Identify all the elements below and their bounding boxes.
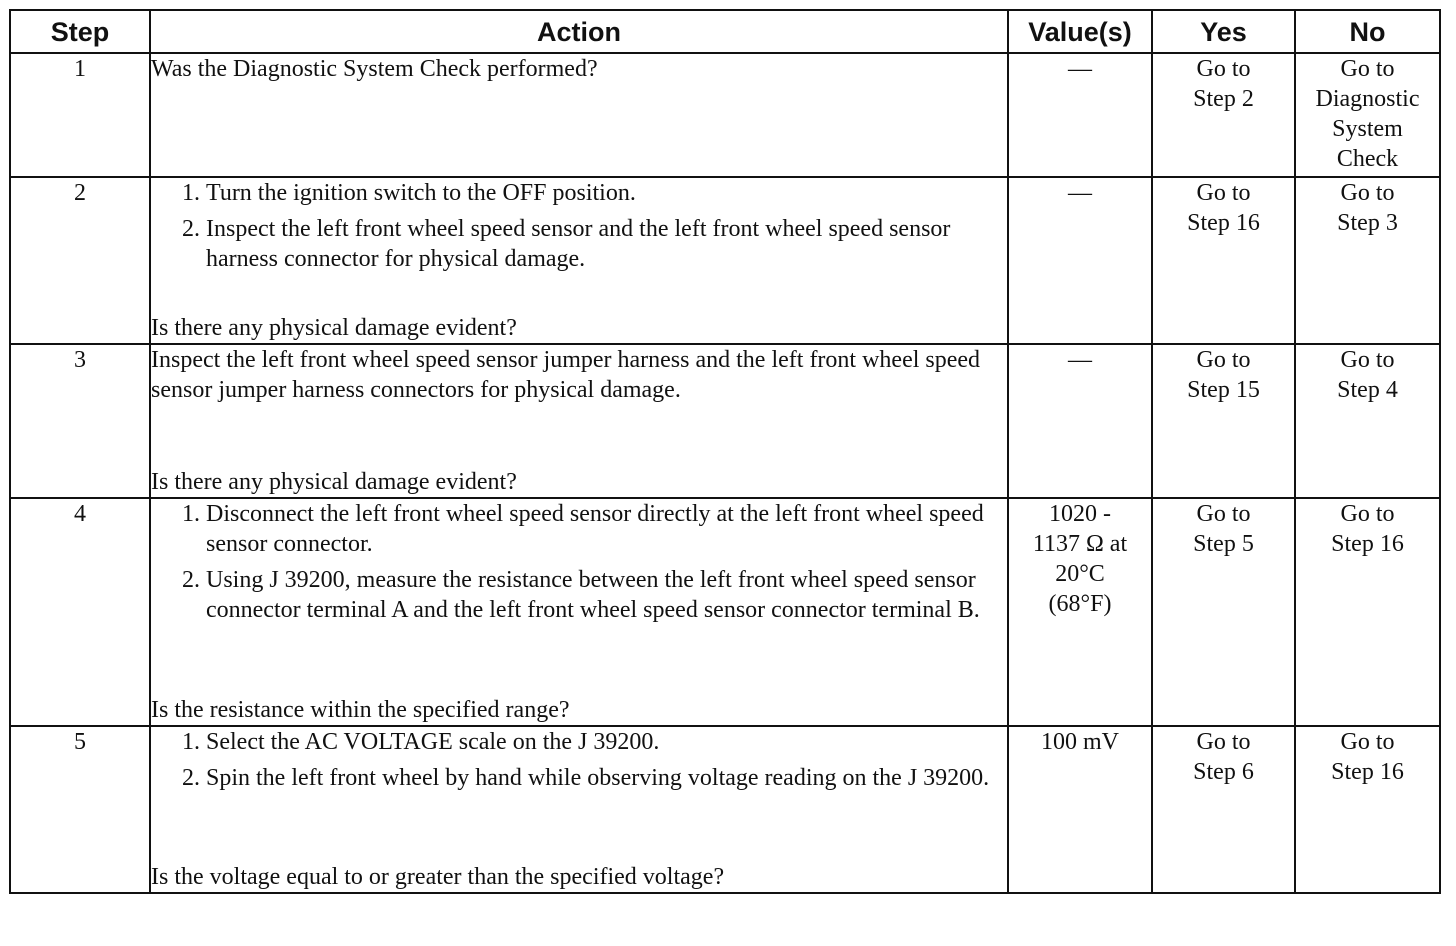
yes-goto-cell <box>1152 177 1295 344</box>
action-text: Inspect the left front wheel speed sensor jumper harness and the left front wheel speed sensor jumper harness connectors for physical damage. <box>151 347 981 403</box>
value-cell <box>1008 53 1152 177</box>
step-number: 4 <box>10 498 150 726</box>
table-row <box>10 53 1440 177</box>
yes-goto-text: Go to Step 16 <box>1187 180 1260 236</box>
no-goto-cell <box>1295 498 1440 726</box>
table-row <box>10 344 1440 498</box>
step-number: 5 <box>10 726 150 893</box>
yes-goto-text: Go to Step 2 <box>1193 56 1254 112</box>
table-row <box>10 726 1440 893</box>
header-row <box>10 10 1440 53</box>
action-question: Is there any physical damage evident? <box>151 315 517 341</box>
no-goto-text: Go to Step 3 <box>1337 180 1398 236</box>
action-cell <box>150 177 1008 344</box>
value-cell <box>1008 344 1152 498</box>
action-steps-list <box>151 499 1007 631</box>
action-step-item: 1. Disconnect the left front wheel speed sensor directly at the left front wheel speed sensor connector. <box>206 499 1007 559</box>
no-goto-text: Go to Step 4 <box>1337 347 1398 403</box>
yes-goto-cell <box>1152 726 1295 893</box>
header-yes: Yes <box>1152 10 1295 53</box>
no-goto-cell <box>1295 344 1440 498</box>
step-number: 1 <box>10 53 150 177</box>
no-goto-cell <box>1295 53 1440 177</box>
action-step-item: 2. Inspect the left front wheel speed sensor and the left front wheel speed sensor harness connector for physical damage. <box>206 214 1007 274</box>
action-cell <box>150 498 1008 726</box>
yes-goto-text: Go to Step 6 <box>1193 729 1254 785</box>
diagnostic-table <box>9 9 1441 894</box>
no-goto-text: Go to Step 16 <box>1331 501 1404 557</box>
yes-goto-text: Go to Step 15 <box>1187 347 1260 403</box>
table-row <box>10 498 1440 726</box>
action-step-item: 2. Spin the left front wheel by hand while observing voltage reading on the J 39200. <box>206 763 1007 793</box>
value-text: 1020 - 1137 Ω at 20°C (68°F) <box>1032 501 1128 617</box>
value-text: — <box>1068 56 1092 82</box>
yes-goto-cell <box>1152 498 1295 726</box>
step-number: 3 <box>10 344 150 498</box>
header-step: Step <box>10 10 150 53</box>
no-goto-cell <box>1295 177 1440 344</box>
action-question: Is the resistance within the specified range? <box>151 697 570 723</box>
yes-goto-text: Go to Step 5 <box>1193 501 1254 557</box>
yes-goto-cell <box>1152 344 1295 498</box>
value-cell <box>1008 177 1152 344</box>
table-row <box>10 177 1440 344</box>
action-cell <box>150 53 1008 177</box>
action-content <box>151 178 1007 343</box>
action-content <box>151 499 1007 725</box>
step-number: 2 <box>10 177 150 344</box>
header-no: No <box>1295 10 1440 53</box>
action-steps-list <box>151 178 1007 280</box>
value-cell <box>1008 498 1152 726</box>
value-text: 100 mV <box>1041 729 1119 755</box>
action-question: Is there any physical damage evident? <box>151 469 517 495</box>
action-cell <box>150 726 1008 893</box>
action-cell <box>150 344 1008 498</box>
header-values: Value(s) <box>1008 10 1152 53</box>
action-step-item: 1. Turn the ignition switch to the OFF position. <box>206 178 1007 208</box>
action-content <box>151 727 1007 892</box>
no-goto-cell <box>1295 726 1440 893</box>
action-steps-list <box>151 727 1007 799</box>
value-text: — <box>1068 347 1092 373</box>
action-question: Is the voltage equal to or greater than the specified voltage? <box>151 864 725 890</box>
no-goto-text: Go to Diagnostic System Check <box>1315 56 1420 172</box>
header-action: Action <box>150 10 1008 53</box>
action-content <box>151 54 1007 176</box>
value-text: — <box>1068 180 1092 206</box>
action-step-item: 1. Select the AC VOLTAGE scale on the J 39200. <box>206 727 1007 757</box>
action-text: Was the Diagnostic System Check performed? <box>151 56 598 82</box>
action-step-item: 2. Using J 39200, measure the resistance between the left front wheel speed sensor connector terminal A and the left front wheel speed sensor connector terminal B. <box>206 565 1007 625</box>
action-content <box>151 345 1007 497</box>
no-goto-text: Go to Step 16 <box>1331 729 1404 785</box>
yes-goto-cell <box>1152 53 1295 177</box>
value-cell <box>1008 726 1152 893</box>
